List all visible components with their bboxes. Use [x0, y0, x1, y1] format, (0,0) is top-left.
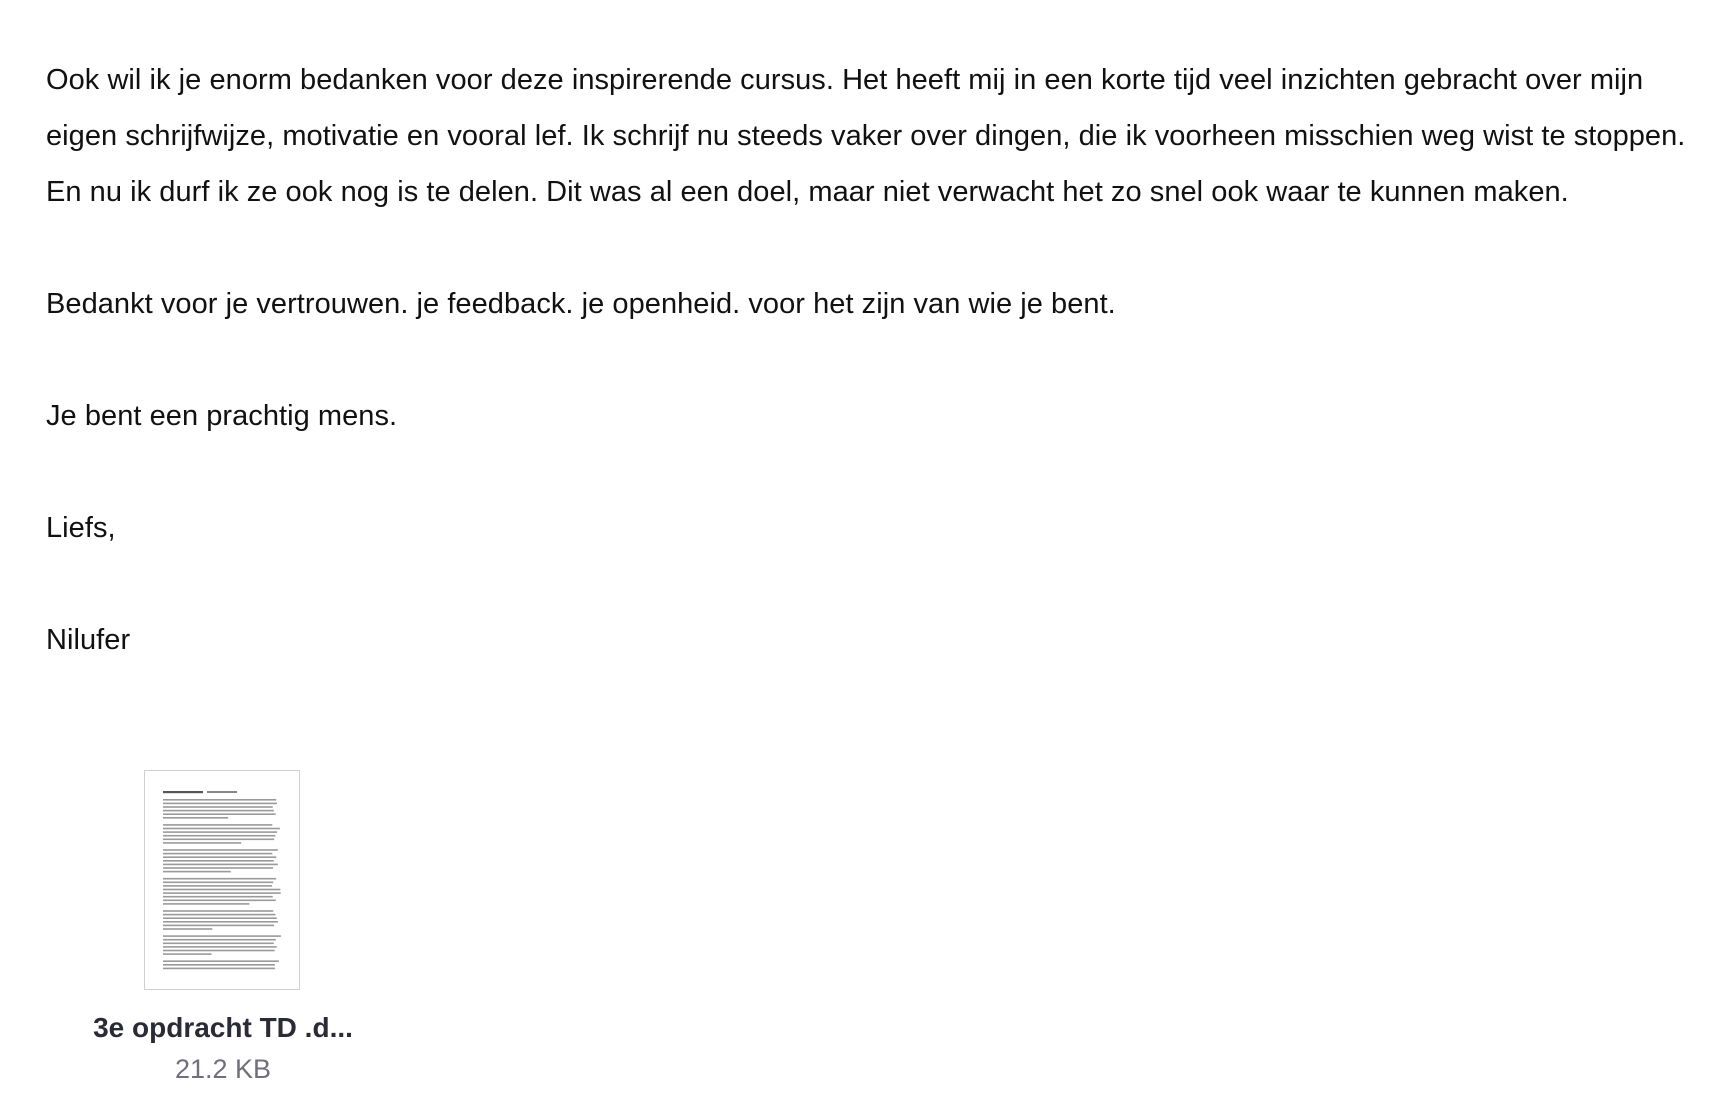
thumbnail-text-line — [163, 960, 279, 962]
document-thumbnail-icon[interactable] — [144, 770, 300, 990]
thumbnail-text-line — [163, 882, 273, 884]
thumbnail-text-line — [163, 813, 276, 815]
thumbnail-text-line — [163, 935, 281, 937]
thumbnail-text-line — [163, 871, 231, 873]
thumbnail-title-line — [207, 791, 237, 793]
thumbnail-text-line — [163, 910, 273, 912]
thumbnail-text-line — [163, 878, 276, 880]
thumbnail-text-line — [163, 867, 273, 869]
thumbnail-text-line — [163, 839, 274, 841]
thumbnail-text-line — [163, 964, 275, 966]
thumbnail-text-line — [163, 810, 274, 812]
thumbnail-text-line — [163, 939, 276, 941]
email-paragraph-compliment: Je bent een prachtig mens. — [46, 400, 398, 432]
thumbnail-text-line — [163, 842, 241, 844]
thumbnail-text-line — [163, 860, 274, 862]
thumbnail-text-line — [163, 928, 212, 930]
thumbnail-text-line — [163, 925, 274, 927]
thumbnail-text-line — [163, 849, 278, 851]
thumbnail-text-line — [163, 864, 278, 866]
thumbnail-text-line — [163, 824, 272, 826]
email-body — [46, 52, 1706, 724]
thumbnail-text-line — [163, 835, 275, 837]
email-paragraph-gratitude: Bedankt voor je vertrouwen. je feedback. je openheid. voor het zijn van wie je bent. — [46, 288, 1116, 320]
thumbnail-title-line — [163, 791, 203, 793]
email-paragraph-thanks: Ook wil ik je enorm bedanken voor deze inspirerende cursus. Het heeft mij in een korte tijd veel inzichten gebracht over mijn eigen schrijfwijze, motivatie en vooral lef. Ik schrijf nu steeds vaker over dingen, die ik voorheen misschien weg wist te stoppen. En nu ik durf ik ze ook nog is te delen. Dit was al een doel, maar niet verwacht het zo snel ook waar te kunnen maken. — [46, 64, 1686, 208]
thumbnail-text-line — [163, 968, 275, 970]
email-signoff: Liefs, — [46, 512, 116, 544]
attachment-filename[interactable]: 3e opdracht TD .d... — [93, 1012, 353, 1043]
thumbnail-text-line — [163, 943, 274, 945]
thumbnail-text-line — [163, 885, 272, 887]
thumbnail-text-line — [163, 953, 212, 955]
thumbnail-text-line — [163, 921, 278, 923]
email-signature-name: Nilufer — [46, 624, 131, 656]
thumbnail-text-line — [163, 896, 273, 898]
thumbnail-text-line — [163, 889, 280, 891]
thumbnail-text-line — [163, 914, 276, 916]
thumbnail-text-line — [163, 803, 277, 805]
thumbnail-text-line — [163, 853, 272, 855]
thumbnail-text-line — [163, 856, 276, 858]
thumbnail-text-line — [163, 903, 249, 905]
thumbnail-text-line — [163, 917, 277, 919]
thumbnail-text-line — [163, 831, 277, 833]
thumbnail-text-line — [163, 828, 280, 830]
thumbnail-text-line — [163, 950, 275, 952]
thumbnail-text-line — [163, 799, 276, 801]
thumbnail-text-line — [163, 900, 276, 902]
document-preview-lines — [145, 771, 298, 988]
thumbnail-text-line — [163, 817, 228, 819]
thumbnail-text-line — [163, 806, 273, 808]
attachment-filesize: 21.2 KB — [174, 1054, 272, 1084]
thumbnail-text-line — [163, 946, 277, 948]
thumbnail-text-line — [163, 892, 281, 894]
